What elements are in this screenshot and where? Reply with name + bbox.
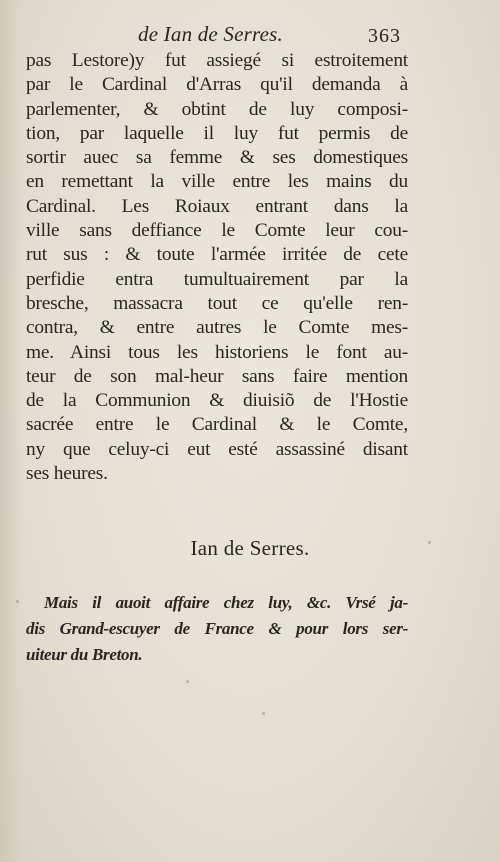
section-heading: Ian de Serres. [190, 536, 310, 560]
text-line: sacrée entre le Cardinal & le Comte, [26, 414, 408, 436]
text-line: en remettant la ville entre les mains du [26, 171, 408, 193]
paper-speck [428, 541, 431, 544]
main-text-block [26, 49, 408, 486]
note-line: Mais il auoit affaire chez luy, &c. Vrsé ja- [44, 593, 408, 612]
text-line: Cardinal. Les Roiaux entrant dans la [26, 195, 408, 217]
note-line: dis Grand-escuyer de France & pour lors ser- [26, 619, 408, 638]
text-line: par le Cardinal d'Arras qu'il demanda à [26, 74, 408, 96]
text-line: pas Lestore)y fut assiegé si estroitement [26, 50, 408, 71]
text-line: ses heures. [26, 463, 108, 485]
page-gutter-shadow [0, 0, 22, 862]
text-line: ville sans deffiance le Comte leur cou- [26, 220, 408, 242]
page-number: 363 [368, 25, 401, 47]
text-line: bresche, massacra tout ce qu'elle ren- [26, 292, 408, 314]
text-line: ny que celuy-ci eut esté assassiné disant [26, 438, 408, 460]
note-line: uiteur du Breton. [26, 645, 143, 664]
text-line: sortir auec sa femme & ses domestiques [26, 147, 408, 169]
paper-speck [186, 680, 189, 683]
text-line: rut sus : & toute l'armée irritée de cete [26, 244, 408, 266]
text-line: perfidie entra tumultuairement par la [26, 268, 408, 290]
text-line: tion, par laquelle il luy fut permis de [26, 122, 408, 144]
running-title: de Ian de Serres. [138, 22, 283, 46]
italic-note-block [26, 590, 408, 668]
paper-speck [262, 712, 265, 715]
text-line: me. Ainsi tous les historiens le font au- [26, 341, 408, 363]
text-line: contra, & entre autres le Comte mes- [26, 317, 408, 339]
page-header [120, 22, 410, 52]
text-line: teur de son mal-heur sans faire mention [26, 365, 408, 387]
text-line: parlementer, & obtint de luy composi- [26, 98, 408, 120]
text-line: de la Communion & diuisiõ de l'Hostie [26, 390, 408, 412]
paper-speck [16, 600, 19, 603]
